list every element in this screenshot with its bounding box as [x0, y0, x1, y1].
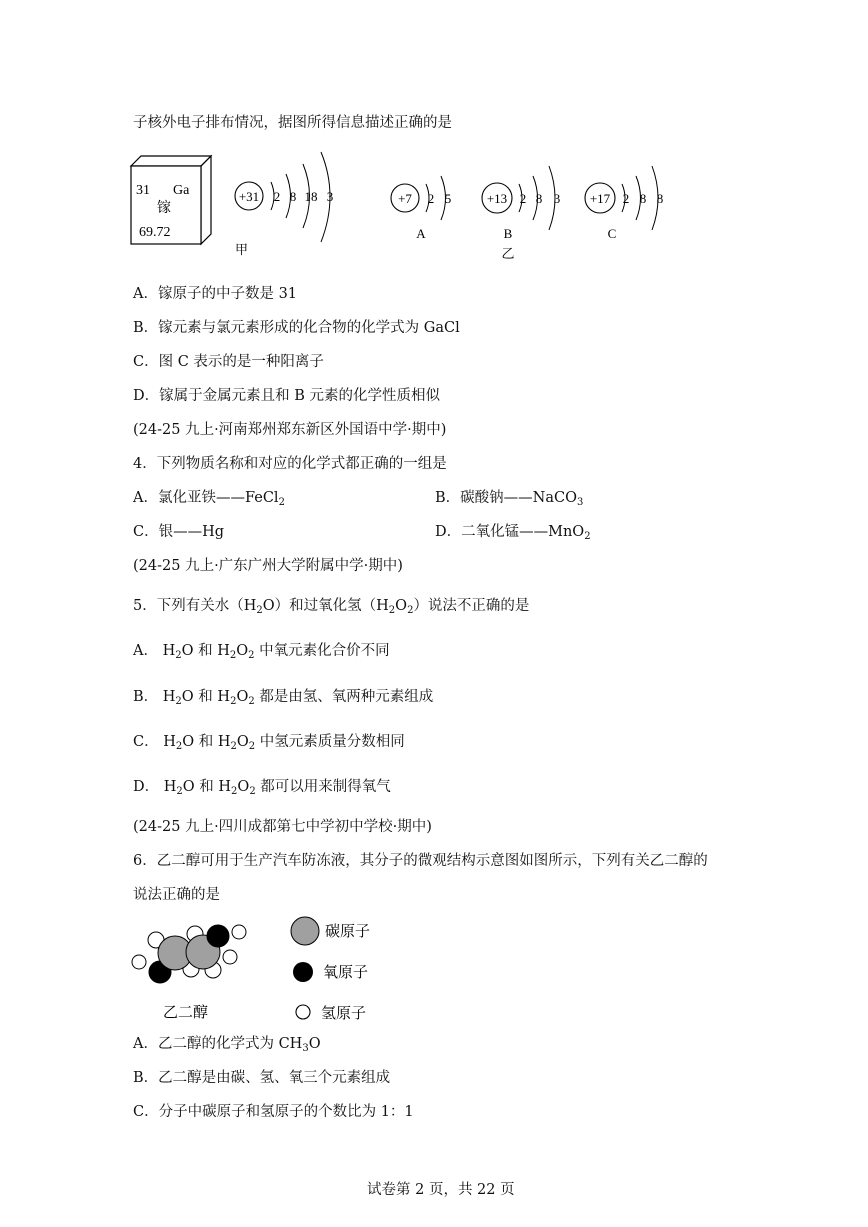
question-stem: 6．乙二醇可用于生产汽车防冻液，其分子的微观结构示意图如图所示，下列有关乙二醇的	[133, 853, 708, 869]
shell-electrons: 2	[427, 191, 435, 206]
question-source: (24-25 九上·广东广州大学附属中学·期中)	[133, 558, 403, 574]
oxygen-atom	[207, 925, 229, 947]
atom-b	[482, 166, 560, 261]
option-a: A． $H_2O$ 和 $H_2O_2$ 中氧元素化合价不同	[133, 643, 390, 661]
shell-electrons: 3	[326, 189, 334, 204]
element-name: 镓	[157, 201, 171, 216]
element-card	[131, 156, 211, 244]
oxygen-legend-icon	[293, 962, 313, 982]
shell-electrons: 3	[553, 191, 561, 206]
atom-label: A	[416, 226, 426, 241]
atom-label: C	[607, 226, 617, 241]
question-stem-cont: 说法正确的是	[133, 887, 220, 903]
nucleus-charge: +7	[398, 191, 412, 206]
nucleus-charge: +17	[589, 191, 611, 206]
molecule-figure	[125, 912, 385, 1026]
option-d: D．二氧化锰——MnO$_2$	[435, 524, 591, 542]
shell-electrons: 5	[444, 191, 452, 206]
shell-electrons: 8	[656, 191, 664, 206]
shell-electrons: 2	[622, 191, 630, 206]
caption-jia: 甲	[235, 242, 249, 257]
option-a: A．镓原子的中子数是 31	[133, 286, 298, 302]
hydrogen-legend-icon	[296, 1005, 310, 1019]
atom-c	[585, 166, 663, 241]
question-source: (24-25 九上·河南郑州郑东新区外国语中学·期中)	[133, 422, 447, 438]
carbon-legend-icon	[291, 917, 319, 945]
atom-a	[391, 176, 451, 241]
question-stem: 4．下列物质名称和对应的化学式都正确的一组是	[133, 456, 447, 472]
shell-electrons: 18	[304, 189, 318, 204]
option-c: C．图 C 表示的是一种阳离子	[133, 354, 324, 370]
option-b: B． $H_2O$ 和 $H_2O_2$ 都是由氢、氧两种元素组成	[133, 689, 434, 707]
question-intro: 子核外电子排布情况，据图所得信息描述正确的是	[133, 115, 452, 131]
element-mass: 69.72	[139, 225, 171, 240]
caption-yi: 乙	[501, 246, 515, 261]
hydrogen-atom	[132, 955, 146, 969]
shell-electrons: 8	[289, 189, 297, 204]
option-d: D．镓属于金属元素且和 B 元素的化学性质相似	[133, 388, 440, 404]
atom-structure-figure	[125, 148, 685, 268]
option-b: B．镓元素与氯元素形成的化合物的化学式为 GaCl	[133, 320, 460, 336]
element-symbol: Ga	[173, 183, 190, 198]
atom-jia	[235, 152, 333, 257]
shell-electrons: 8	[535, 191, 543, 206]
option-c: C．分子中碳原子和氢原子的个数比为 1：1	[133, 1104, 414, 1120]
option-a: A．氯化亚铁——FeCl$_2$	[133, 490, 285, 508]
shell-electrons: 2	[519, 191, 527, 206]
legend	[291, 917, 370, 1022]
shell-electrons: 8	[639, 191, 647, 206]
option-b: B．碳酸钠——NaCO$_3$	[435, 490, 584, 508]
legend-carbon: 碳原子	[325, 924, 371, 940]
question-source: (24-25 九上·四川成都第七中学初中学校·期中)	[133, 819, 432, 835]
page-footer: 试卷第 2 页，共 22 页	[367, 1182, 515, 1198]
option-a: A．乙二醇的化学式为 $CH_3O$	[133, 1036, 321, 1054]
hydrogen-atom	[232, 925, 246, 939]
molecule-caption: 乙二醇	[163, 1005, 209, 1021]
option-d: D． $H_2O$ 和 $H_2O_2$ 都可以用来制得氧气	[133, 779, 391, 797]
option-c: C． $H_2O$ 和 $H_2O_2$ 中氢元素质量分数相同	[133, 734, 405, 752]
legend-oxygen: 氧原子	[323, 965, 369, 981]
legend-hydrogen: 氢原子	[321, 1006, 367, 1022]
nucleus-charge: +31	[238, 189, 260, 204]
question-stem: 5．下列有关水$(H_2O)$和过氧化氢$(H_2O_2)$说法不正确的是	[133, 598, 530, 616]
atom-label: B	[503, 226, 513, 241]
nucleus-charge: +13	[486, 191, 508, 206]
shell-electrons: 2	[273, 189, 281, 204]
option-c: C．银——Hg	[133, 524, 225, 540]
option-b: B．乙二醇是由碳、氢、氧三个元素组成	[133, 1070, 391, 1086]
element-number: 31	[136, 183, 150, 198]
hydrogen-atom	[223, 950, 237, 964]
ethylene-glycol-model	[132, 925, 246, 983]
